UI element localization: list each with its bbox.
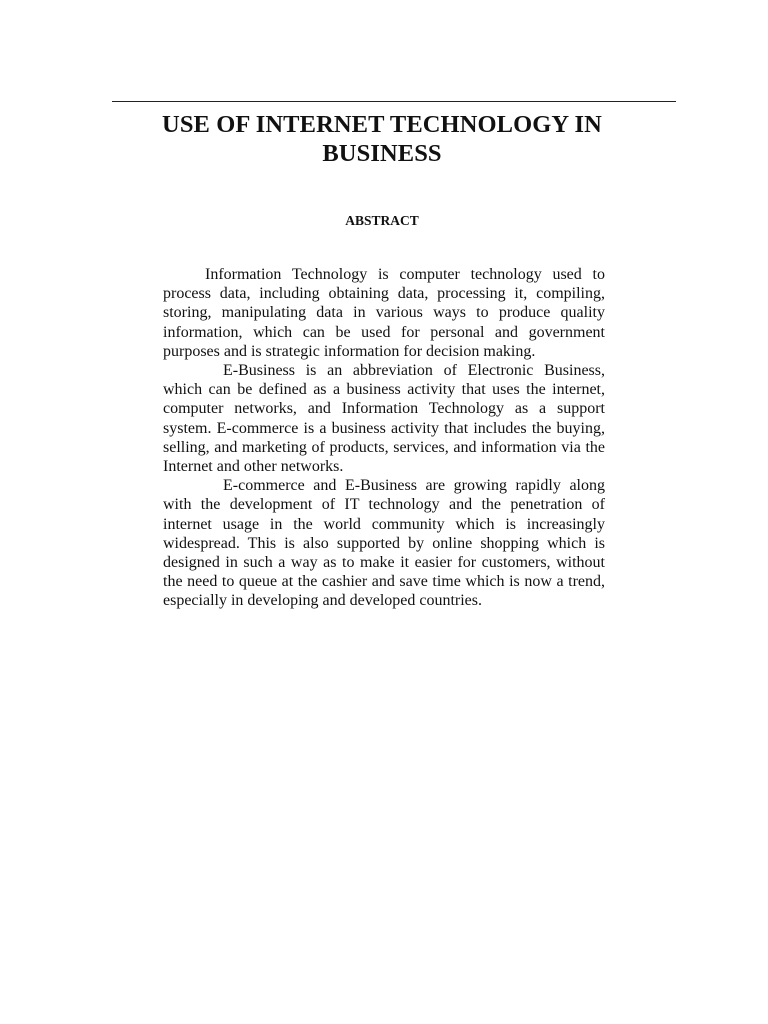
abstract-paragraph-2: E-Business is an abbreviation of Electronic Business, which can be defined as a business activity that uses the internet, computer networks, and Information Technology as a support system. E-commerce is a business activity that includes the buying, selling, and marketing of products, services, and information via the Internet and other networks. [163,362,605,476]
paper-title-line-2: BUSINESS [322,140,442,167]
abstract-paragraph-1: Information Technology is computer technology used to process data, including obtaining data, processing it, compiling, storing, manipulating data in various ways to produce quality information, which can be used for personal and government purposes and is strategic information for decision making. [163,266,605,360]
abstract-heading: ABSTRACT [345,213,419,228]
header-rule [112,101,676,102]
paper-title [132,110,632,168]
abstract-paragraph-3: E-commerce and E-Business are growing rapidly along with the development of IT technology and the penetration of internet usage in the world community which is increasingly widespread. This is also supported by online shopping which is designed in such a way as to make it easier for customers, without the need to queue at the cashier and save time which is now a trend, especially in developing and developed countries. [163,477,605,610]
paper-title-line-1: USE OF INTERNET TECHNOLOGY IN [162,111,602,138]
abstract-body [163,265,605,611]
